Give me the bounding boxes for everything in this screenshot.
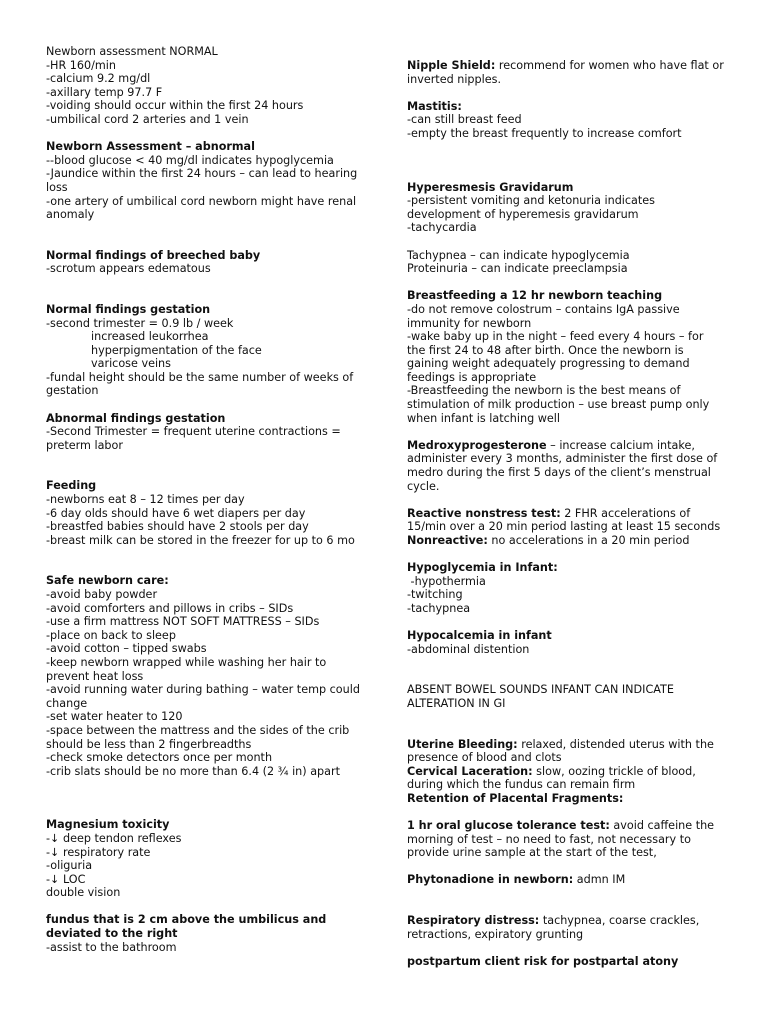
safe-newborn-care-section	[46, 574, 364, 778]
list-item: double vision	[46, 886, 121, 900]
list-item: -oliguria	[46, 859, 93, 873]
term: Nipple Shield:	[407, 59, 496, 72]
list-item: hyperpigmentation of the face	[91, 343, 262, 357]
section-heading: Hypocalcemia in infant	[407, 629, 552, 643]
breastfeeding-section	[407, 289, 725, 425]
paragraph	[407, 59, 725, 86]
list-item: -crib slats should be no more than 6.4 (2 ¾ in) apart	[46, 764, 340, 778]
term: Retention of Placental Fragments:	[407, 791, 624, 805]
definition: avoid caffeine the morning of test – no need to fast, not necessary to provide urine sample at the start of the test,	[407, 819, 715, 860]
list-item: -Second Trimester = frequent uterine contractions = preterm labor	[46, 425, 341, 452]
paragraph	[407, 873, 725, 887]
list-item: -avoid running water during bathing – water temp could change	[46, 683, 360, 710]
abnormal-gestation-section	[46, 412, 364, 453]
section-heading: Magnesium toxicity	[46, 818, 170, 832]
list-item: -HR 160/min	[46, 58, 116, 72]
list-item: -do not remove colostrum – contains IgA passive immunity for newborn	[407, 302, 680, 330]
newborn-abnormal-section	[46, 140, 364, 222]
paragraph: ABSENT BOWEL SOUNDS INFANT CAN INDICATE ALTERATION IN GI	[407, 683, 674, 710]
left-column	[46, 45, 364, 954]
respiratory-distress-section	[407, 914, 725, 941]
paragraph	[407, 507, 725, 534]
list-item: -↓ LOC	[46, 872, 86, 886]
term: Medroxyprogesterone	[407, 438, 547, 452]
list-item: -↓ deep tendon reflexes	[46, 831, 182, 845]
list-item: -umbilical cord 2 arteries and 1 vein	[46, 112, 249, 126]
list-item: -fundal height should be the same number of weeks of gestation	[46, 370, 354, 398]
definition: recommend for women who have flat or inverted nipples.	[407, 59, 724, 86]
list-item: --blood glucose < 40 mg/dl indicates hypoglycemia	[46, 153, 334, 167]
term: Uterine Bleeding:	[407, 737, 518, 751]
list-item: varicose veins	[91, 357, 171, 371]
list-item: -tachycardia	[407, 221, 477, 235]
list-item: -Breastfeeding the newborn is the best means of stimulation of milk production – use breast pump only when infant is latching well	[407, 384, 710, 425]
term: 1 hr oral glucose tolerance test:	[407, 819, 610, 833]
definition: admn IM	[573, 873, 626, 887]
phytonadione-section	[407, 873, 725, 887]
list-item: -space between the mattress and the sides of the crib should be less than 2 fingerbreadths	[46, 723, 350, 751]
nonstress-test-section	[407, 507, 725, 548]
list-item: -place on back to sleep	[46, 628, 176, 642]
list-item: -second trimester = 0.9 lb / week	[46, 316, 234, 330]
list-item: -can still breast feed	[407, 113, 522, 127]
bleeding-section	[407, 738, 725, 806]
list-item: -↓ respiratory rate	[46, 845, 151, 859]
section-heading: postpartum client risk for postpartal atony	[407, 954, 679, 968]
right-column	[407, 59, 725, 968]
list-item: -scrotum appears edematous	[46, 262, 211, 276]
paragraph	[407, 765, 725, 792]
definition: 2 FHR accelerations of 15/min over a 20 min period lasting at least 15 seconds	[407, 506, 721, 534]
hypoglycemia-infant-section	[407, 561, 725, 615]
list-item: -breast milk can be stored in the freezer for up to 6 mo	[46, 533, 355, 547]
section-heading: Safe newborn care:	[46, 574, 169, 588]
list-item: Tachypnea – can indicate hypoglycemia	[407, 248, 630, 262]
list-item: -tachypnea	[407, 601, 471, 615]
magnesium-toxicity-section	[46, 818, 364, 900]
postpartum-atony-section	[407, 955, 725, 969]
list-item: -use a firm mattress NOT SOFT MATTRESS – SIDs	[46, 615, 320, 629]
list-item: Proteinuria – can indicate preeclampsia	[407, 262, 628, 276]
fundus-section	[46, 913, 364, 954]
paragraph	[407, 439, 725, 493]
nipple-shield-section	[407, 59, 725, 86]
list-item: -avoid baby powder	[46, 588, 158, 601]
paragraph	[407, 914, 725, 941]
section-heading: Normal findings gestation	[46, 302, 211, 316]
hyperemesis-section	[407, 181, 725, 235]
section-heading: Feeding	[46, 479, 97, 493]
list-item: -persistent vomiting and ketonuria indicates development of hyperemesis gravidarum	[407, 194, 656, 221]
paragraph	[407, 819, 725, 860]
list-item: -avoid comforters and pillows in cribs – SIDs	[46, 601, 294, 615]
term: Nonreactive:	[407, 534, 488, 547]
term: Reactive nonstress test:	[407, 506, 561, 520]
paragraph	[407, 738, 725, 765]
term: Respiratory distress:	[407, 914, 540, 928]
indicators-section	[407, 249, 725, 276]
paragraph	[407, 534, 725, 548]
feeding-section	[46, 479, 364, 547]
list-item: -set water heater to 120	[46, 710, 183, 724]
section-heading: Mastitis:	[407, 99, 462, 113]
hypocalcemia-infant-section	[407, 629, 725, 656]
definition: tachypnea, coarse crackles, retractions, expiratory grunting	[407, 914, 700, 941]
section-heading: Hypoglycemia in Infant:	[407, 561, 558, 575]
section-heading: Hyperesmesis Gravidarum	[407, 180, 574, 194]
list-item: -abdominal distention	[407, 642, 530, 656]
definition: relaxed, distended uterus with the presence of blood and clots	[407, 737, 714, 765]
section-heading: fundus that is 2 cm above the umbilicus and deviated to the right	[46, 913, 327, 941]
list-item: -keep newborn wrapped while washing her hair to prevent heat loss	[46, 655, 327, 683]
term: Cervical Laceration:	[407, 764, 533, 778]
list-item: -voiding should occur within the first 24 hours	[46, 99, 304, 113]
section-heading: Breastfeeding a 12 hr newborn teaching	[407, 289, 663, 303]
mastitis-section	[407, 100, 725, 141]
list-item: -empty the breast frequently to increase comfort	[407, 126, 682, 140]
normal-gestation-section	[46, 303, 364, 398]
list-item: -breastfed babies should have 2 stools per day	[46, 520, 309, 534]
section-heading: Newborn Assessment – abnormal	[46, 140, 255, 154]
list-item: increased leukorrhea	[91, 330, 209, 344]
breeched-baby-section	[46, 249, 364, 276]
list-item: -hypothermia	[407, 574, 486, 588]
medroxyprogesterone-section	[407, 439, 725, 493]
list-item: -Jaundice within the first 24 hours – can lead to hearing loss	[46, 167, 358, 194]
list-item: -wake baby up in the night – feed every 4 hours – for the first 24 to 48 after birth. Once the newborn is gaining weight adequately progressing to demand feedings is appropriate	[407, 330, 704, 384]
term: Phytonadione in newborn:	[407, 873, 574, 887]
list-item: -one artery of umbilical cord newborn might have renal anomaly	[46, 194, 357, 222]
definition: no accelerations in a 20 min period	[487, 534, 690, 547]
definition: – increase calcium intake, administer every 3 months, administer the first dose of medro during the first 5 days of the client’s menstrual cycle.	[407, 438, 718, 493]
section-heading: Normal findings of breeched baby	[46, 248, 261, 262]
list-item: -twitching	[407, 588, 463, 602]
glucose-test-section	[407, 819, 725, 860]
definition: slow, oozing trickle of blood, during which the fundus can remain firm	[407, 764, 696, 792]
section-title: Newborn assessment NORMAL	[46, 45, 218, 58]
list-item: -check smoke detectors once per month	[46, 751, 273, 765]
list-item: -6 day olds should have 6 wet diapers per day	[46, 506, 306, 520]
section-heading: Abnormal findings gestation	[46, 411, 226, 425]
bowel-sounds-note	[407, 683, 725, 710]
list-item: -newborns eat 8 – 12 times per day	[46, 493, 245, 507]
list-item: -axillary temp 97.7 F	[46, 85, 163, 99]
list-item: -calcium 9.2 mg/dl	[46, 72, 151, 86]
list-item: -assist to the bathroom	[46, 940, 177, 954]
list-item: -avoid cotton – tipped swabs	[46, 642, 207, 656]
newborn-normal-section	[46, 45, 364, 127]
